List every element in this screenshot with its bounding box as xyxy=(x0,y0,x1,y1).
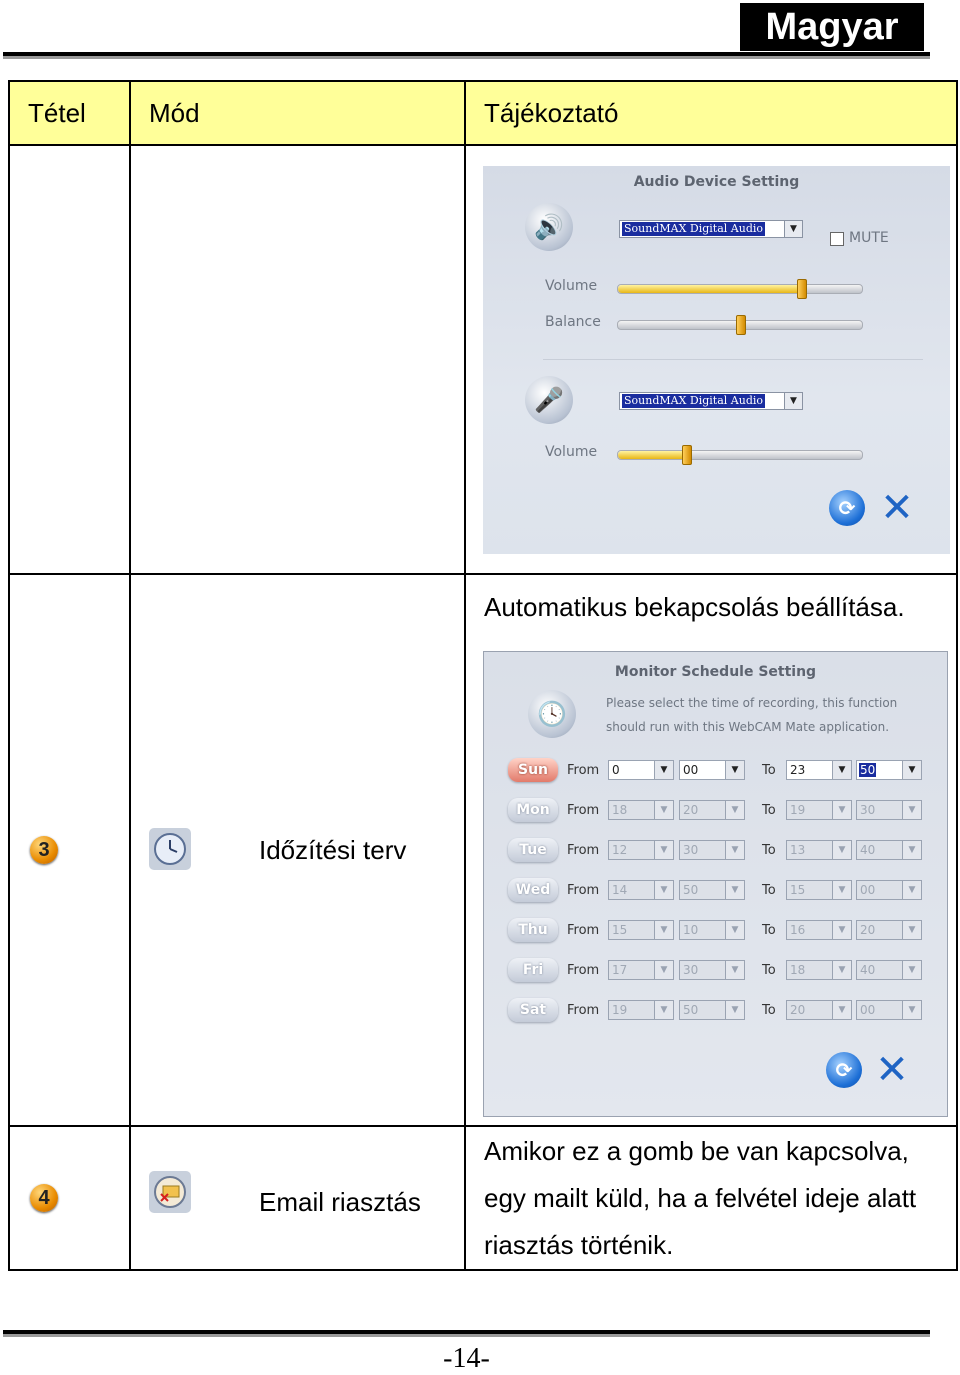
cell-empty-1 xyxy=(9,145,130,574)
chevron-down-icon: ▼ xyxy=(654,801,673,819)
time-select-to-m xyxy=(856,1000,922,1020)
number-4-icon: 4 xyxy=(30,1184,58,1212)
to-label: To xyxy=(762,963,776,978)
feature-table xyxy=(8,80,958,1271)
time-select-from-m xyxy=(679,880,745,900)
mode-schedule-label: Időzítési terv xyxy=(259,835,407,865)
time-select-to-m xyxy=(856,840,922,860)
chevron-down-icon: ▼ xyxy=(832,1001,851,1019)
volume-slider-thumb[interactable] xyxy=(797,279,807,299)
time-value: 17 xyxy=(612,963,628,977)
to-label: To xyxy=(762,1003,776,1018)
header-item: Tétel xyxy=(9,81,130,145)
time-select-from-h xyxy=(608,960,674,980)
time-value: 30 xyxy=(683,843,699,857)
time-select-to-h xyxy=(786,880,852,900)
time-value: 19 xyxy=(790,803,806,817)
time-value: 20 xyxy=(683,803,699,817)
chevron-down-icon: ▼ xyxy=(725,841,744,859)
day-button-tue[interactable]: Tue xyxy=(508,838,558,862)
time-value: 15 xyxy=(612,923,628,937)
schedule-close-button[interactable]: ✕ xyxy=(875,1047,909,1093)
email-info-line-1: Amikor ez a gomb be van kapcsolva, xyxy=(484,1135,909,1166)
time-select-from-h xyxy=(608,1000,674,1020)
apply-button[interactable]: ⟳ xyxy=(829,490,865,526)
mic-volume-slider-thumb[interactable] xyxy=(682,445,692,465)
chevron-down-icon[interactable]: ▼ xyxy=(784,221,802,237)
chevron-down-icon: ▼ xyxy=(725,961,744,979)
balance-label: Balance xyxy=(545,314,601,330)
time-value: 40 xyxy=(860,843,876,857)
time-value: 50 xyxy=(860,763,876,777)
time-value: 00 xyxy=(860,883,876,897)
cell-item-3 xyxy=(9,574,130,1126)
time-select-to-h xyxy=(786,840,852,860)
schedule-desc-1: Please select the time of recording, this function xyxy=(606,696,898,710)
time-value: 30 xyxy=(860,803,876,817)
chevron-down-icon: ▼ xyxy=(832,961,851,979)
time-select-from-h xyxy=(608,840,674,860)
clock-schedule-icon[interactable] xyxy=(149,828,191,870)
mic-volume-slider[interactable] xyxy=(617,450,863,460)
time-value: 14 xyxy=(612,883,628,897)
from-label: From xyxy=(567,883,600,898)
chevron-down-icon[interactable]: ▼ xyxy=(902,761,921,779)
from-label: From xyxy=(567,763,600,778)
volume-slider-fill xyxy=(618,285,801,293)
day-button-sat[interactable]: Sat xyxy=(508,998,558,1022)
chevron-down-icon: ▼ xyxy=(832,881,851,899)
day-button-mon[interactable]: Mon xyxy=(508,798,558,822)
to-label: To xyxy=(762,843,776,858)
mic-device-value: SoundMAX Digital Audio xyxy=(624,394,764,407)
chevron-down-icon: ▼ xyxy=(725,881,744,899)
time-value: 50 xyxy=(683,883,699,897)
microphone-icon: 🎤 xyxy=(525,376,573,424)
mute-label: MUTE xyxy=(849,230,889,246)
audio-panel-title: Audio Device Setting xyxy=(633,174,800,190)
chevron-down-icon: ▼ xyxy=(654,881,673,899)
from-label: From xyxy=(567,1003,600,1018)
time-value: 10 xyxy=(683,923,699,937)
panel-divider xyxy=(543,359,923,360)
schedule-panel-title: Monitor Schedule Setting xyxy=(614,664,817,680)
chevron-down-icon: ▼ xyxy=(902,921,921,939)
speaker-icon: 🔊 xyxy=(525,203,573,251)
page-number: -14- xyxy=(443,1343,490,1374)
table-row-email xyxy=(9,1126,957,1270)
time-select-to-h[interactable] xyxy=(786,760,852,780)
mic-device-select[interactable] xyxy=(619,392,803,410)
schedule-info-cell xyxy=(465,574,957,1126)
time-select-from-m xyxy=(679,840,745,860)
cell-mode-schedule xyxy=(130,574,465,1126)
language-badge: Magyar xyxy=(740,3,924,51)
time-select-to-h xyxy=(786,920,852,940)
time-select-from-m[interactable] xyxy=(679,760,745,780)
cell-item-4 xyxy=(9,1126,130,1270)
time-value: 18 xyxy=(790,963,806,977)
day-button-sun[interactable]: Sun xyxy=(508,758,558,782)
volume-label: Volume xyxy=(545,278,598,294)
speaker-device-value: SoundMAX Digital Audio xyxy=(624,222,764,235)
time-value: 40 xyxy=(860,963,876,977)
from-label: From xyxy=(567,963,600,978)
chevron-down-icon: ▼ xyxy=(902,961,921,979)
time-select-to-m[interactable] xyxy=(856,760,922,780)
cell-mode-email xyxy=(130,1126,465,1270)
table-row-audio xyxy=(9,145,957,574)
bottom-rule xyxy=(3,1330,930,1334)
to-label: To xyxy=(762,883,776,898)
email-info-text xyxy=(466,1128,956,1269)
close-button[interactable]: ✕ xyxy=(880,485,914,531)
to-label: To xyxy=(762,923,776,938)
time-value: 13 xyxy=(790,843,806,857)
to-label: To xyxy=(762,803,776,818)
chevron-down-icon[interactable]: ▼ xyxy=(654,761,673,779)
time-select-to-m xyxy=(856,880,922,900)
day-button-fri[interactable]: Fri xyxy=(508,958,558,982)
chevron-down-icon: ▼ xyxy=(654,841,673,859)
email-info-line-2: egy mailt küld, ha a felvétel ideje alatt xyxy=(484,1182,917,1213)
time-value: 15 xyxy=(790,883,806,897)
mode-email-label: Email riasztás xyxy=(259,1187,421,1217)
header-mode: Mód xyxy=(130,81,465,145)
email-alert-icon[interactable] xyxy=(149,1171,191,1213)
time-select-to-h xyxy=(786,1000,852,1020)
chevron-down-icon: ▼ xyxy=(725,921,744,939)
chevron-down-icon: ▼ xyxy=(832,841,851,859)
time-select-to-m xyxy=(856,920,922,940)
chevron-down-icon: ▼ xyxy=(654,961,673,979)
time-value: 19 xyxy=(612,1003,628,1017)
chevron-down-icon: ▼ xyxy=(654,1001,673,1019)
balance-slider-thumb[interactable] xyxy=(736,315,746,335)
chevron-down-icon: ▼ xyxy=(725,801,744,819)
mute-checkbox[interactable] xyxy=(830,232,844,246)
time-select-to-h xyxy=(786,800,852,820)
balance-slider[interactable] xyxy=(617,320,863,330)
number-3-icon: 3 xyxy=(30,836,58,864)
time-value: 20 xyxy=(790,1003,806,1017)
time-select-from-m xyxy=(679,1000,745,1020)
schedule-desc-2: should run with this WebCAM Mate application. xyxy=(606,720,890,734)
to-label: To xyxy=(762,763,776,778)
time-value: 50 xyxy=(683,1003,699,1017)
time-value: 0 xyxy=(612,763,620,777)
chevron-down-icon: ▼ xyxy=(902,841,921,859)
top-rule xyxy=(3,52,930,56)
speaker-device-select[interactable] xyxy=(619,220,803,238)
mic-volume-slider-fill xyxy=(618,451,686,459)
time-select-to-m xyxy=(856,800,922,820)
from-label: From xyxy=(567,923,600,938)
day-button-wed[interactable]: Wed xyxy=(508,878,558,902)
chevron-down-icon: ▼ xyxy=(902,801,921,819)
chevron-down-icon: ▼ xyxy=(725,1001,744,1019)
time-select-to-h xyxy=(786,960,852,980)
time-value: 00 xyxy=(683,763,699,777)
time-select-from-m xyxy=(679,920,745,940)
from-label: From xyxy=(567,803,600,818)
time-value: 00 xyxy=(860,1003,876,1017)
time-value: 12 xyxy=(612,843,628,857)
time-select-from-h xyxy=(608,920,674,940)
mic-volume-label: Volume xyxy=(545,444,598,460)
time-select-from-m xyxy=(679,960,745,980)
time-value: 30 xyxy=(683,963,699,977)
table-row-schedule xyxy=(9,574,957,1126)
time-value: 20 xyxy=(860,923,876,937)
schedule-caption: Automatikus bekapcsolás beállítása. xyxy=(484,592,905,622)
chevron-down-icon: ▼ xyxy=(654,921,673,939)
email-info-cell xyxy=(465,1126,957,1270)
chevron-down-icon: ▼ xyxy=(902,881,921,899)
from-label: From xyxy=(567,843,600,858)
time-select-from-m xyxy=(679,800,745,820)
chevron-down-icon: ▼ xyxy=(832,801,851,819)
time-value: 23 xyxy=(790,763,806,777)
chevron-down-icon[interactable]: ▼ xyxy=(784,393,802,409)
volume-slider[interactable] xyxy=(617,284,863,294)
chevron-down-icon: ▼ xyxy=(902,1001,921,1019)
time-select-to-m xyxy=(856,960,922,980)
schedule-clock-icon: 🕓 xyxy=(528,690,576,738)
chevron-down-icon[interactable]: ▼ xyxy=(832,761,851,779)
email-info-line-3: riasztás történik. xyxy=(484,1229,674,1260)
day-button-thu[interactable]: Thu xyxy=(508,918,558,942)
time-value: 16 xyxy=(790,923,806,937)
audio-device-panel xyxy=(483,166,950,554)
schedule-apply-button[interactable]: ⟳ xyxy=(826,1052,862,1088)
cell-empty-2 xyxy=(130,145,465,574)
audio-panel-cell xyxy=(465,145,957,574)
time-select-from-h xyxy=(608,880,674,900)
time-select-from-h[interactable] xyxy=(608,760,674,780)
chevron-down-icon: ▼ xyxy=(832,921,851,939)
chevron-down-icon[interactable]: ▼ xyxy=(725,761,744,779)
schedule-panel xyxy=(483,651,948,1117)
header-info: Tájékoztató xyxy=(465,81,957,145)
table-header-row xyxy=(9,81,957,145)
time-value: 18 xyxy=(612,803,628,817)
time-select-from-h xyxy=(608,800,674,820)
